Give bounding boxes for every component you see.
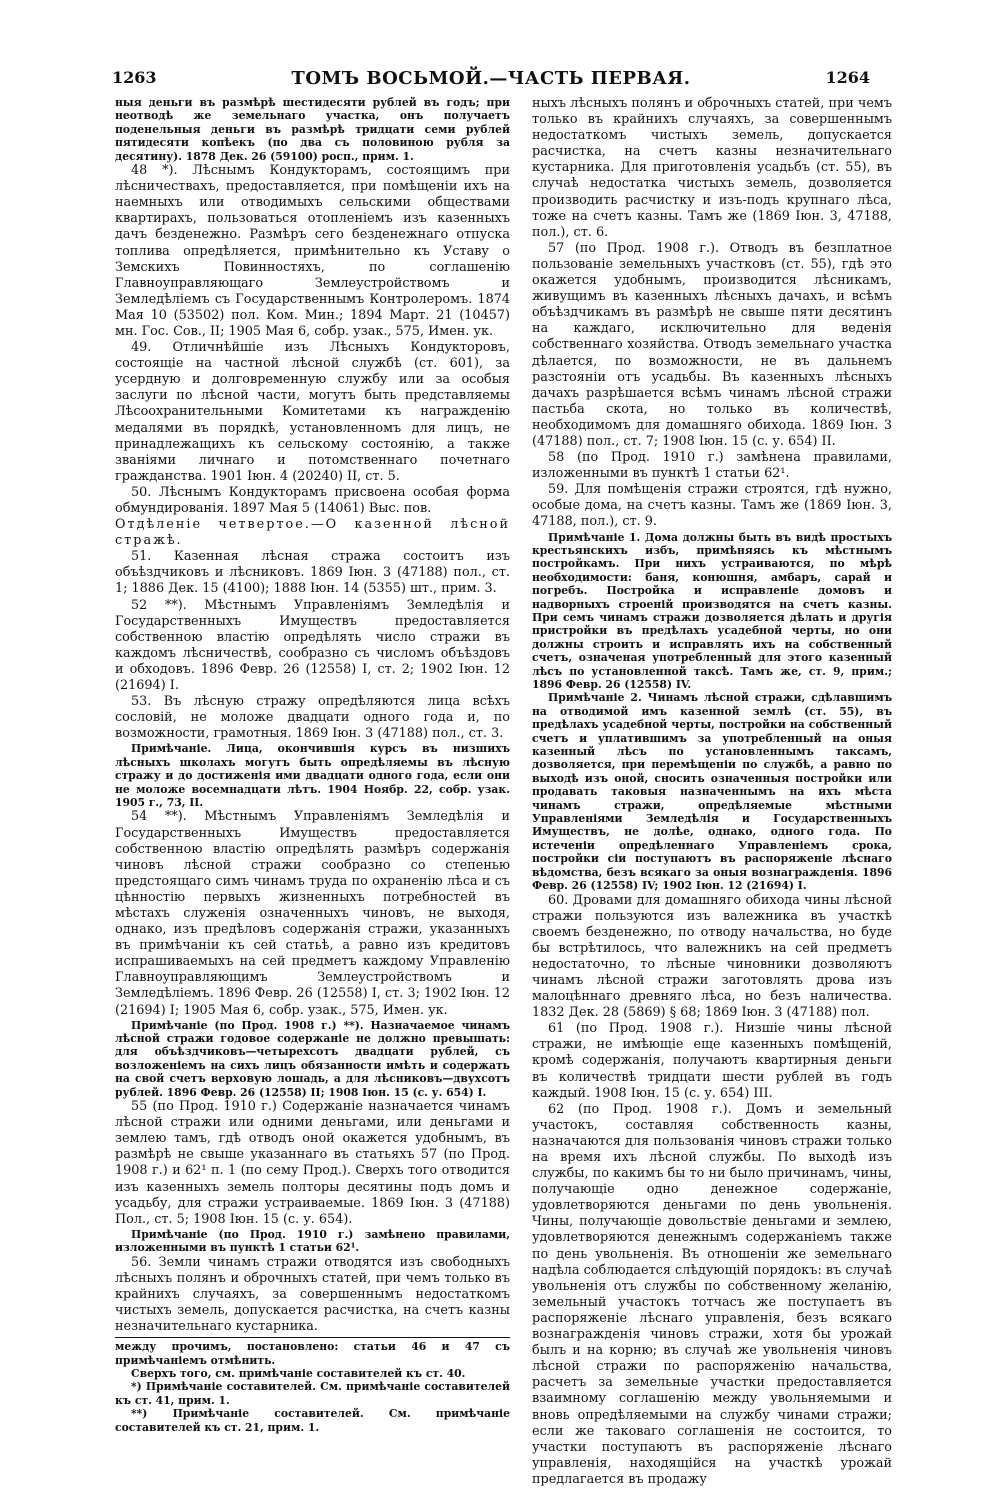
article-61: 61 (по Прод. 1908 г.). Низшіе чины лѣсной стражи, не имѣющіе еще казенныхъ помѣщеній, кромѣ содержанія, получаютъ квартирныя деньги въ количествѣ тридцати шести рублей въ годъ каждый. 1908 Іюн. 15 (с. у. 654) III. [532,1021,892,1101]
page-header [112,68,870,94]
paragraph: ныя деньги въ размѣрѣ шестидесяти рублей въ годъ; при неотводѣ же земельнаго участка, онъ получаетъ поденельныя деньги въ размѣрѣ тридцати семи рублей пятидесяти копѣекъ (по два съ половиною рубля за десятину). 1878 Дек. 26 (59100) росп., прим. 1. [115,96,510,163]
footnote-rule [115,1337,510,1338]
footnote: *) Примѣчаніе составителей. См. примѣчаніе составителей къ ст. 41, прим. 1. [115,1380,510,1407]
article-52: 52 **). Мѣстнымъ Управленіямъ Земледѣлія и Государственныхъ Имуществъ предоставляется собственною властію опредѣлять число стражи въ каждомъ лѣсничествѣ, сообразно съ числомъ объѣздовъ и обходовъ. 1896 Февр. 26 (12558) I, ст. 2; 1902 Іюн. 12 (21694) I. [115,597,510,694]
footnote: между прочимъ, постановлено: статьи 46 и 47 съ примѣчаніемъ отмѣнить. [115,1340,510,1367]
article-53: 53. Въ лѣсную стражу опредѣляются лица всѣхъ сословій, не моложе двадцати одного года и, по возможности, грамотныя. 1869 Іюн. 3 (47188) пол., ст. 3. [115,694,510,742]
note: Примѣчаніе 1. Дома должны быть въ видѣ простыхъ крестьянскихъ избъ, примѣняясь къ мѣстнымъ постройкамъ. При нихъ устраиваются, по мѣрѣ необходимости: баня, конюшня, амбаръ, сарай и погребъ. Постройка и исправленіе домовъ и надворныхъ строеній производятся на счетъ казны. При семъ чинамъ стражи дозволяется дѣлать и другія пристройки въ предѣлахъ усадебной черты, но они должны строить и исправлять ихъ на собственный счетъ, означеная употребленный для этого казенный лѣсъ по установленной таксѣ. Тамъ же, ст. 9, прим.; 1896 Февр. 26 (12558) IV. [532,530,892,691]
article-57: 57 (по Прод. 1908 г.). Отводъ въ безплатное пользованіе земельныхъ участковъ (ст. 55), гдѣ это окажется удобнымъ, производится лѣсникамъ, живущимъ въ казенныхъ лѣсныхъ дачахъ, и всѣмъ объѣздчикамъ въ размѣрѣ не свыше пяти десятинъ на каждаго, исключительно для веденія собственнаго хозяйства. Отводъ земельнаго участка дѣлается, по возможности, не въ дальнемъ разстояніи отъ усадьбы. Въ казенныхъ лѣсныхъ дачахъ разрѣшается всѣмъ чинамъ лѣсной стражи пастьба скота, но только въ количествѣ, необходимомъ для домашняго обихода. 1869 Іюн. 3 (47188) пол., ст. 7; 1908 Іюн. 15 (с. у. 654) II. [532,240,892,449]
article-48: 48 *). Лѣснымъ Кондукторамъ, состоящимъ при лѣсничествахъ, предоставляется, при помѣщеніи ихъ на наемныхъ или отводимыхъ сельскими обществами квартирахъ, пользоваться отопленіемъ изъ казенныхъ дачъ безденежно. Размѣръ сего безденежнаго отпуска топлива опредѣляется, примѣнительно къ Уставу о Земскихъ Повинностяхъ, по соглашенію Главноуправляющаго Землеустройствомъ и Земледѣліемъ съ Государственнымъ Контролеромъ. 1874 Мая 10 (53502) пол. Ком. Мин.; 1894 Март. 21 (10457) мн. Гос. Сов., II; 1905 Мая 6, собр. узак., 575, Имен. ук. [115,163,510,339]
article-59: 59. Для помѣщенія стражи строятся, гдѣ нужно, особые дома, на счетъ казны. Тамъ же (1869 Іюн. 3, 47188, пол.), ст. 9. [532,482,892,530]
paragraph: ныхъ лѣсныхъ полянъ и оброчныхъ статей, при чемъ только въ крайнихъ случаяхъ, за совершеннымъ недостаткомъ чистыхъ земель, допускается расчистка, на счетъ казны незначительнаго кустарника. Для приготовленія усадьбъ (ст. 55), въ случаѣ недостатка чистыхъ земель, дозволяется производить расчистку и изъ-подъ крупнаго лѣса, тоже на счетъ казны. Тамъ же (1869 Іюн. 3, 47188, пол.), ст. 6. [532,96,892,240]
note: Примѣчаніе. Лица, окончившія курсъ въ низшихъ лѣсныхъ школахъ могутъ быть опредѣляемы въ лѣсную стражу и до достиженія ими двадцати одного года, если они не моложе восемнадцати лѣтъ. 1904 Ноябр. 22, собр. узак. 1905 г., 73, II. [115,742,510,810]
article-62: 62 (по Прод. 1908 г.). Домъ и земельный участокъ, составляя собственность казны, назначаются для пользованія чиновъ стражи только на время ихъ лѣсной службы. По выходѣ изъ службы, по какимъ бы то ни было причинамъ, чины, получающіе одно денежное содержаніе, удовлетворяются деньгами по день увольненія. Чины, получающіе довольствіе деньгами и землею, удовлетворяются денежнымъ содержаніемъ также по день увольненія. Въ отношеніи же земельнаго надѣла соблюдается слѣдующій порядокъ: въ случаѣ увольненія отъ службы по собственному желанію, земельный участокъ тотчасъ же поступаетъ въ распоряженіе лѣснаго управленія, безъ всякаго вознагражденія чиновъ стражи, хотя бы урожай былъ и на корню; въ случаѣ же увольненія чиновъ лѣсной стражи по распоряженію начальства, расчетъ за земельные участки предоставляется взаимному соглашенію между увольняемыми и вновь опредѣляемыми на службу чинами стражи; если же таковаго соглашенія не состоится, то участки поступаютъ въ распоряженіе лѣснаго управленія, находящійся на участкѣ урожай предлагается въ продажу [532,1101,892,1487]
article-55: 55 (по Прод. 1910 г.) Содержаніе назначается чинамъ лѣсной стражи или одними деньгами, или деньгами и землею тамъ, гдѣ отводъ оной окажется удобнымъ, въ размѣрѣ не свыше указаннаго въ статьяхъ 57 (по Прод. 1908 г.) и 62¹ п. 1 (по сему Прод.). Сверхъ того отводится изъ казенныхъ земель полторы десятины подъ домъ и усадьбу, для стражи устраиваемые. 1869 Іюн. 3 (47188) Пол., ст. 5; 1908 Іюн. 15 (с. у. 654). [115,1099,510,1227]
article-49: 49. Отличнѣйшіе изъ Лѣсныхъ Кондукторовъ, состоящіе на частной лѣсной службѣ (ст. 601), за усердную и долговременную службу или за особыя заслуги по лѣсной части, могутъ быть представляемы Лѣсоохранительными Комитетами къ награжденію медалями въ порядкѣ, установленномъ для лицъ, не принадлежащихъ къ сельскому состоянію, а также званіями личнаго и потомственнаго почетнаго гражданства. 1901 Іюн. 4 (20240) II, ст. 5. [115,340,510,484]
article-54: 54 **). Мѣстнымъ Управленіямъ Земледѣлія и Государственныхъ Имуществъ предоставляется собственною властію опредѣлять размѣръ содержанія чиновъ лѣсной стражи сообразно со степенью предстоящаго симъ чинамъ труда по охраненію лѣса и съ цѣнностію первыхъ жизненныхъ потребностей въ мѣстахъ служенія означенныхъ чиновъ, не выходя, однако, изъ предѣловъ содержанія стражи, указанныхъ въ примѣчаніи къ сей статьѣ, а равно изъ кредитовъ испрашиваемыхъ на сей предметъ каждому Управленію Главноуправляющимъ Землеустройствомъ и Земледѣліемъ. 1896 Февр. 26 (12558) I, ст. 3; 1902 Іюн. 12 (21694) I; 1905 Мая 6, собр. узак., 575, Имен. ук. [115,809,510,1018]
article-50: 50. Лѣснымъ Кондукторамъ присвоена особая форма обмундированія. 1897 Мая 5 (14061) Выс. пов. [115,484,510,516]
article-58: 58 (по Прод. 1910 г.) замѣнена правилами, изложенными въ пунктѣ 1 статьи 62¹. [532,450,892,482]
running-title: ТОМЪ ВОСЬМОЙ.—ЧАСТЬ ПЕРВАЯ. [291,68,691,89]
article-60: 60. Дровами для домашняго обихода чины лѣсной стражи пользуются изъ валежника въ участкѣ своемъ безденежно, по отводу начальства, но буде бы встрѣтилось, что валежникъ на сей предметъ недостаточно, то лѣсные чиновники дозволяютъ чинамъ лѣсной стражи заготовлять дрова изъ малоцѣннаго древняго лѣса, но безъ наличества. 1832 Дек. 28 (5869) § 68; 1869 Іюн. 3 (47188) пол. [532,892,892,1021]
right-page-number: 1264 [825,68,870,87]
article-51: 51. Казенная лѣсная стража состоитъ изъ объѣздчиковъ и лѣсниковъ. 1869 Іюн. 3 (47188) пол., ст. 1; 1886 Дек. 15 (4100); 1888 Іюн. 14 (5355) шт., прим. 3. [115,549,510,597]
footnote: **) Примѣчаніе составителей. См. примѣчаніе составителей къ ст. 21, прим. 1. [115,1407,510,1434]
footnote: Сверхъ того, см. примѣчаніе составителей къ ст. 40. [131,1366,466,1380]
right-column [532,96,892,1488]
article-56: 56. Земли чинамъ стражи отводятся изъ свободныхъ лѣсныхъ полянъ и оброчныхъ статей, при чемъ только въ крайнихъ случаяхъ, за совершеннымъ недостаткомъ чистыхъ земель, допускается расчистка, на счетъ казны незначительнаго кустарника. [115,1254,510,1335]
note: Примѣчаніе (по Прод. 1910 г.) замѣнено правилами, изложенными въ пунктѣ 1 статьи 62¹. [115,1227,510,1255]
section-heading: Отдѣленіе четвертое.—О казенной лѣсной стражѣ. [115,517,510,549]
note: Примѣчаніе 2. Чинамъ лѣсной стражи, сдѣлавшимъ на отводимой имъ казенной землѣ (ст. 55), въ предѣлахъ усадебной черты, постройки на собственный счетъ и уплатившимъ за употребленный на оныя казенный лѣсъ по установленнымъ таксамъ, дозволяется, при перемѣщеніи по службѣ, а равно по выходѣ изъ оной, сносить означенныя постройки или продавать таковыя назначеннымъ на ихъ мѣста чинамъ стражи, опредѣляемые мѣстными Управленіями Земледѣлія и Государственныхъ Имуществъ, не долѣе, однако, одного года. По истеченіи опредѣленнаго Управленіемъ срока, постройки сіи поступаютъ въ распоряженіе лѣснаго вѣдомства, безъ всякаго за оныя вознагражденія. 1896 Февр. 26 (12558) IV; 1902 Іюн. 12 (21694) I. [532,691,892,893]
left-column [115,96,510,1434]
note: Примѣчаніе (по Прод. 1908 г.) **). Назначаемое чинамъ лѣсной стражи годовое содержаніе не должно превышать: для объѣздчиковъ—четырехсотъ двадцати рублей, съ возложеніемъ на сихъ лицъ обязанности имѣть и содержать на свой счетъ верховую лошадь, а для лѣсниковъ—двухсотъ рублей. 1896 Февр. 26 (12558) II; 1908 Іюн. 15 (с. у. 654) I. [115,1018,510,1099]
left-page-number: 1263 [112,68,157,87]
